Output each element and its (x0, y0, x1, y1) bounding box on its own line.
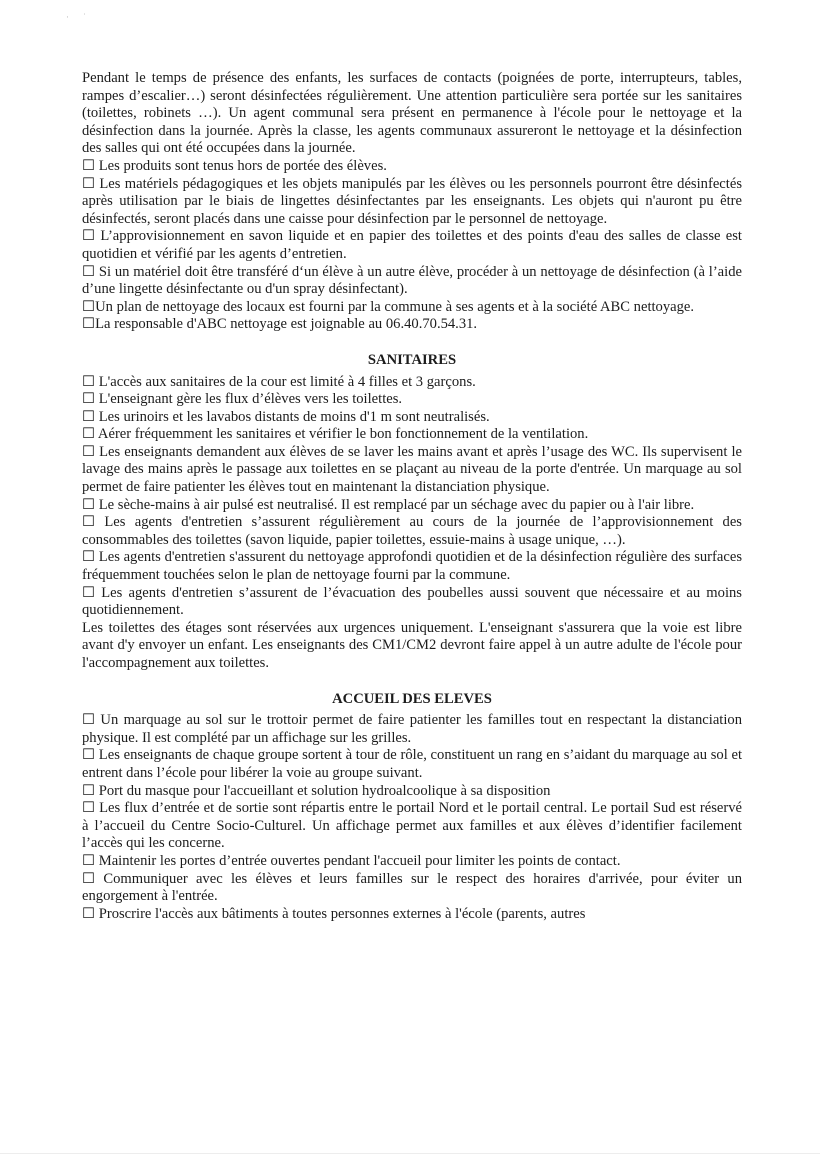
scan-specks: · ˙ (66, 12, 86, 22)
sanitaires-section (82, 352, 742, 673)
bullet-item: ☐ Proscrire l'accès aux bâtiments à toutes personnes externes à l'école (parents, autres (82, 905, 586, 922)
bullet-item: ☐ Les enseignants demandent aux élèves de se laver les mains avant et après l’usage des WC. Ils supervisent le lavage des mains après le passage aux toilettes en se plaçant au niveau de la porte d'entrée. Un marquage au sol permet de faire patienter les élèves tout en maintenant la distanciation physique. (82, 443, 742, 496)
bullet-item: ☐ Aérer fréquemment les sanitaires et vérifier le bon fonctionnement de la ventilation. (82, 426, 589, 443)
bullet-item: ☐ Les flux d’entrée et de sortie sont répartis entre le portail Nord et le portail central. Le portail Sud est réservé à l’accueil du Centre Socio-Culturel. Un affichage permet aux familles et aux élèves d’identifier facilement l’accès qui les concerne. (82, 800, 742, 852)
bullet-item: ☐La responsable d'ABC nettoyage est joignable au 06.40.70.54.31. (82, 316, 478, 333)
bullet-item: ☐ Maintenir les portes d’entrée ouvertes pendant l'accueil pour limiter les points de contact. (82, 852, 621, 869)
bullet-item: ☐ Les enseignants de chaque groupe sortent à tour de rôle, constituent un rang en s’aidant du marquage au sol et entrent dans l’école pour libérer la voie au groupe suivant. (82, 747, 742, 781)
bullet-item: ☐ L'accès aux sanitaires de la cour est limité à 4 filles et 3 garçons. (82, 373, 476, 390)
bullet-item: ☐ Communiquer avec les élèves et leurs familles sur le respect des horaires d'arrivée, pour éviter un engorgement à l'entrée. (82, 870, 742, 905)
intro-paragraph: Pendant le temps de présence des enfants, les surfaces de contacts (poignées de porte, interrupteurs, tables, rampes d’escalier…) seront désinfectées régulièrement. Une attention particulière sera portée sur les sanitaires (toilettes, robinets …). Un agent communal sera présent en permanence à l'école pour le nettoyage et la désinfection dans la journée. Après la classe, les agents communaux assureront le nettoyage et la désinfection des salles qui ont été occupées dans la journée. (82, 70, 742, 157)
bullet-item: ☐ L’approvisionnement en savon liquide et en papier des toilettes et des points d'eau des salles de classe est quotidien et vérifié par les agents d’entretien. (82, 228, 742, 262)
bullet-item: ☐ Un marquage au sol sur le trottoir permet de faire patienter les familles tout en respectant la distanciation physique. Il est complété par un affichage sur les grilles. (82, 712, 742, 746)
bullet-item: ☐Un plan de nettoyage des locaux est fourni par la commune à ses agents et à la société ABC nettoyage. (82, 298, 695, 315)
bullet-item: ☐ Les produits sont tenus hors de portée des élèves. (82, 157, 387, 174)
bullet-item: ☐ Les agents d'entretien s’assurent régulièrement au cours de la journée de l’approvisionnement des consommables des toilettes (savon liquide, papier toilettes, essuie-mains à usage unique, …). (82, 514, 742, 548)
intro-section (82, 70, 742, 334)
scan-bottom-edge (0, 1153, 820, 1154)
bullet-item: ☐ Les agents d'entretien s’assurent de l’évacuation des poubelles aussi souvent que nécessaire et au moins quotidiennement. (82, 584, 742, 619)
bullet-item: ☐ Port du masque pour l'accueillant et solution hydroalcoolique à sa disposition (82, 782, 551, 799)
section-heading-accueil: ACCUEIL DES ELEVES (332, 690, 492, 707)
bullet-item: ☐ Les matériels pédagogiques et les objets manipulés par les élèves ou les personnels pourront être désinfectés après utilisation par le biais de lingettes désinfectantes par les enseignants. Les objets qui n'auront pu être désinfectés, seront placés dans une caisse pour désinfection par le personnel de nettoyage. (82, 175, 742, 227)
bullet-item: ☐ Si un matériel doit être transféré d‘un élève à un autre élève, procéder à un nettoyage de désinfection (à l’aide d’une lingette désinfectante ou d'un spray désinfectant). (82, 263, 742, 298)
section-heading-sanitaires: SANITAIRES (367, 351, 457, 368)
accueil-section (82, 691, 742, 924)
note-paragraph: Les toilettes des étages sont réservées aux urgences uniquement. L'enseignant s'assurera que la voie est libre avant d'y envoyer un enfant. Les enseignants des CM1/CM2 devront faire appel à un autre adulte de l'école pour l'accompagnement aux toilettes. (82, 619, 742, 671)
bullet-item: ☐ Les agents d'entretien s'assurent du nettoyage approfondi quotidien et de la désinfection régulière des surfaces fréquemment touchées selon le plan de nettoyage fourni par la commune. (82, 549, 742, 584)
bullet-item: ☐ L'enseignant gère les flux d’élèves vers les toilettes. (82, 391, 403, 408)
document-body (82, 70, 742, 923)
bullet-item: ☐ Les urinoirs et les lavabos distants de moins d'1 m sont neutralisés. (82, 408, 490, 425)
bullet-item: ☐ Le sèche-mains à air pulsé est neutralisé. Il est remplacé par un séchage avec du papier ou à l'air libre. (82, 496, 695, 513)
